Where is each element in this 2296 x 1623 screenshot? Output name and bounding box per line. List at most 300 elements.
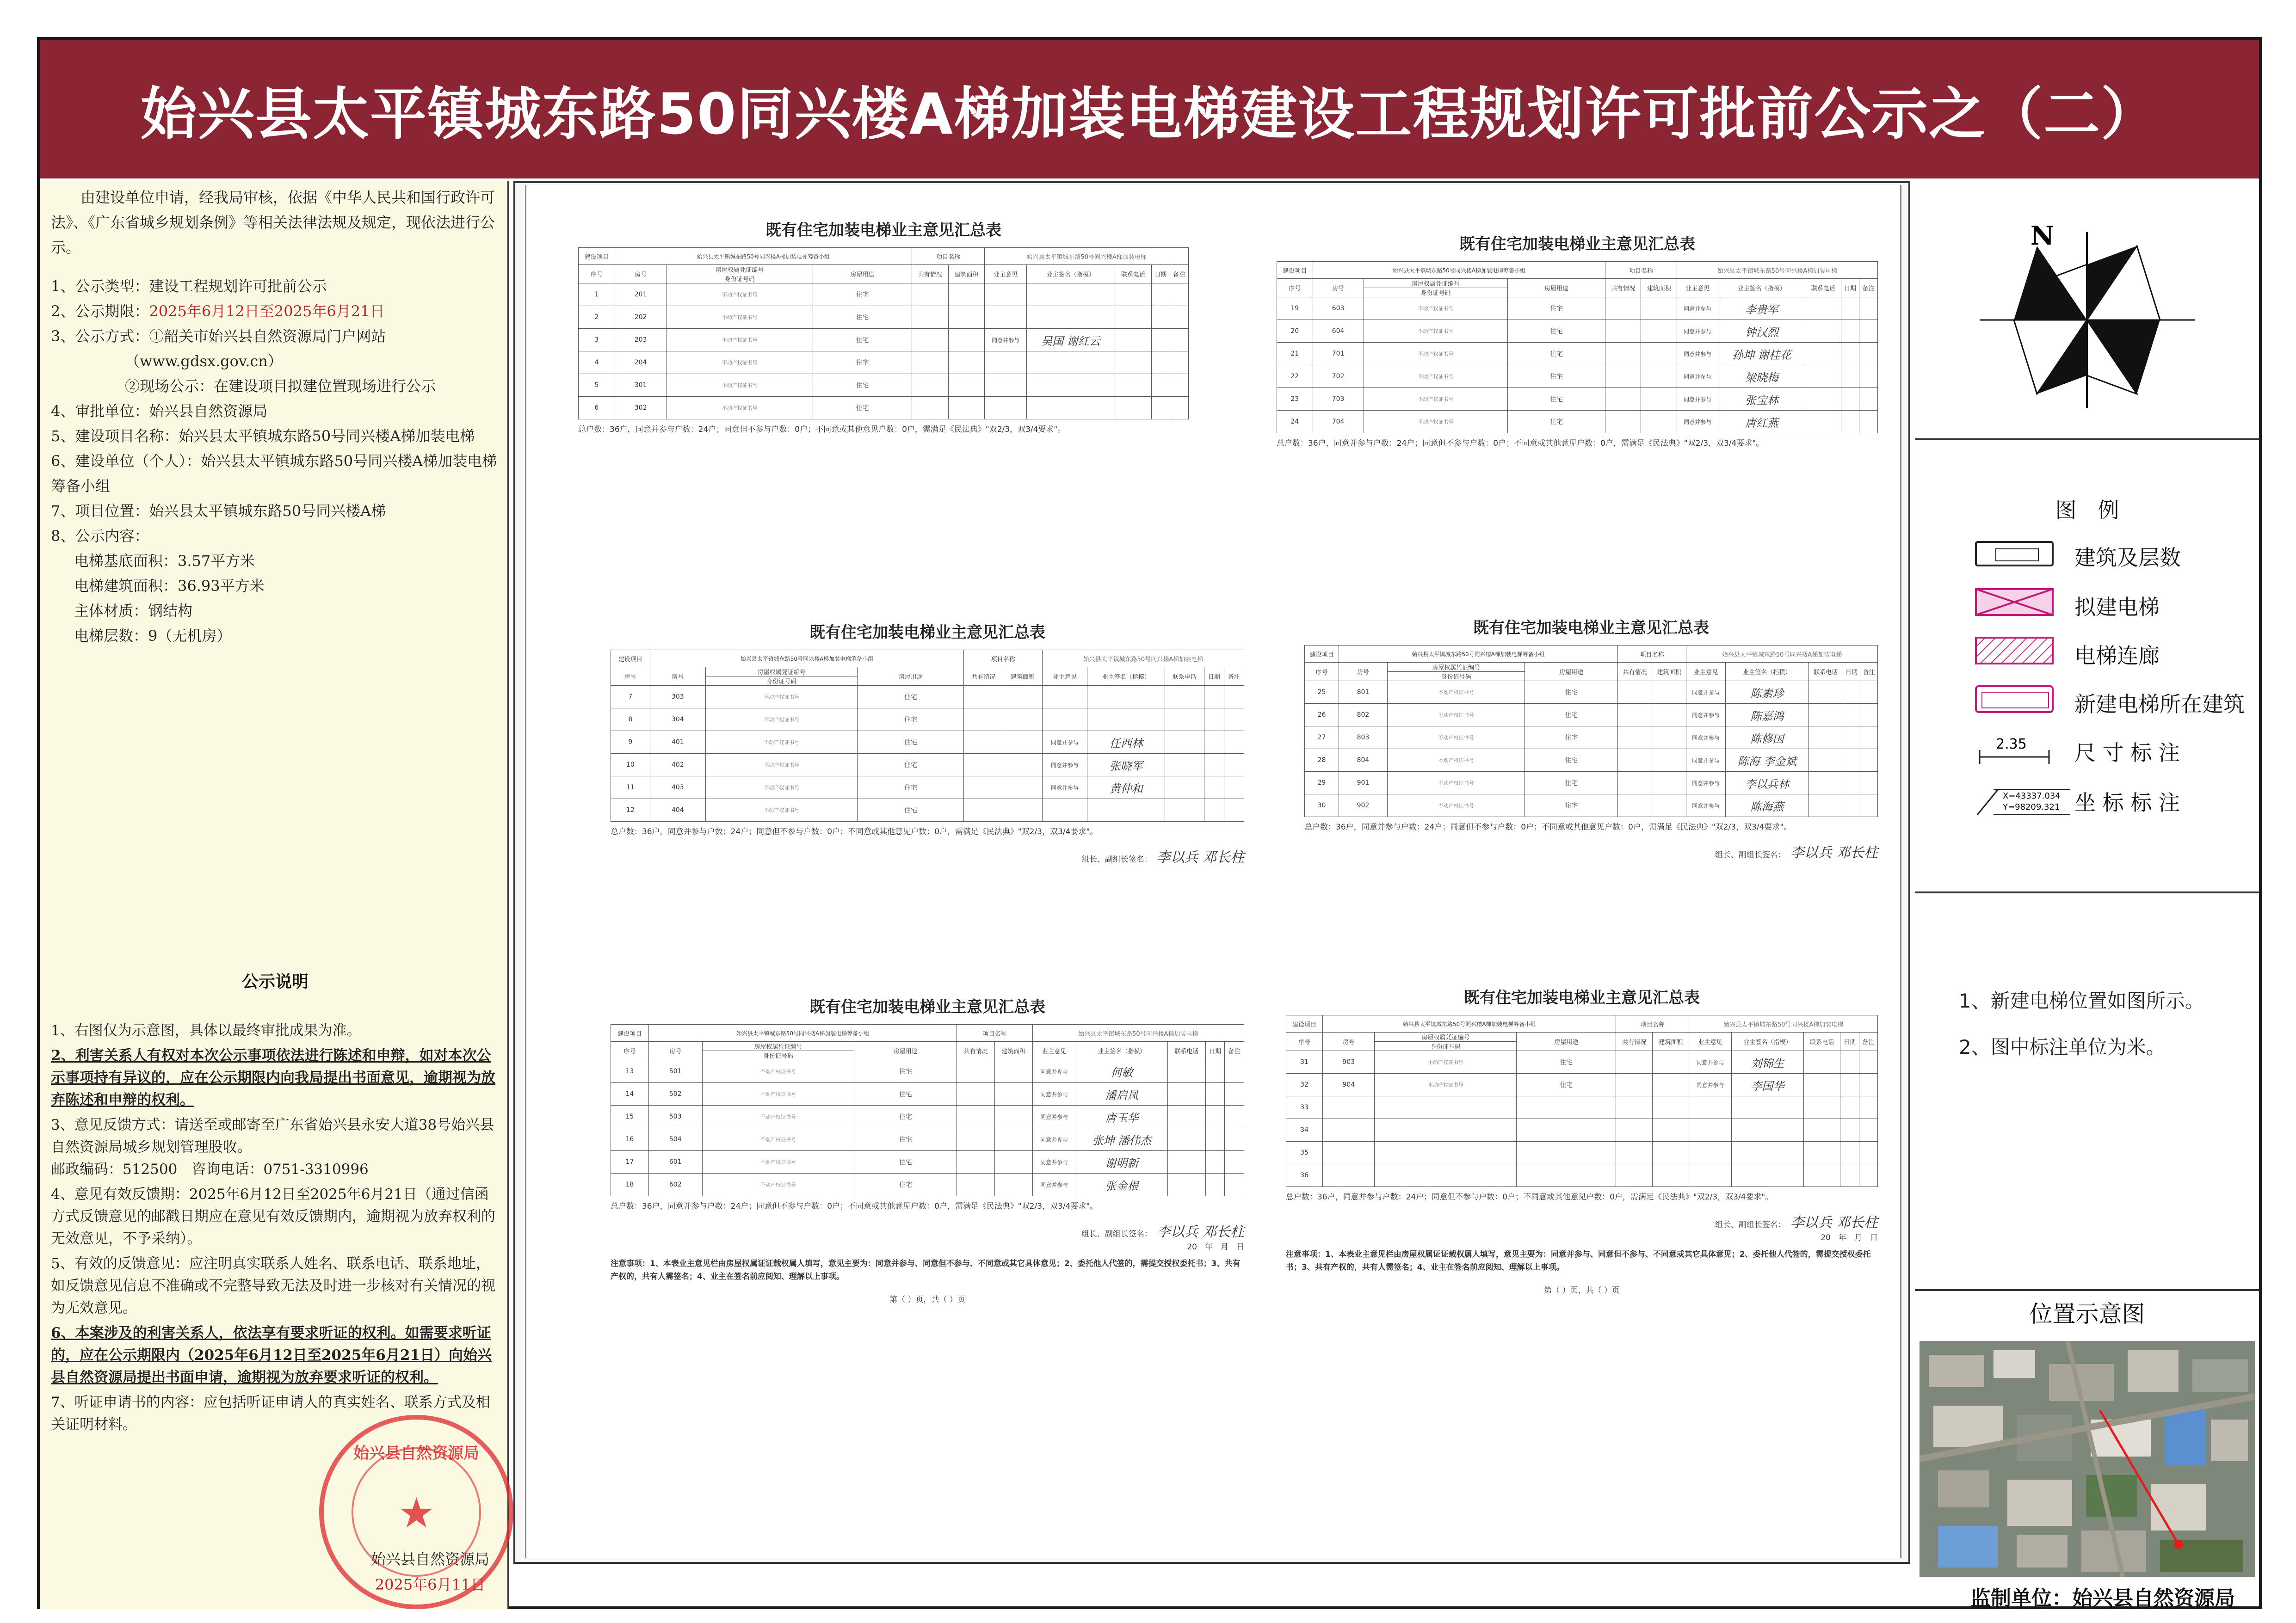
row-date	[1843, 681, 1860, 704]
row-room: 203	[615, 329, 667, 351]
row-cert: 不动产权证书号	[702, 1060, 854, 1083]
row-remark	[1170, 397, 1188, 419]
header-cell: 建筑面积	[1653, 1033, 1689, 1051]
legend-dimension-label: 尺 寸 标 注	[2074, 740, 2180, 765]
project-label-cell: 建设项目	[611, 650, 650, 667]
row-share	[1618, 772, 1652, 794]
project-name-cell: 始兴县太平镇城东路50号同兴楼A梯加装电梯	[1686, 646, 1878, 663]
row-area	[1641, 343, 1677, 365]
legend-title: 图 例	[2055, 498, 2119, 523]
row-remark	[1224, 776, 1244, 799]
row-phone	[1808, 704, 1843, 726]
row-area	[1003, 708, 1043, 731]
row-phone	[1115, 306, 1151, 329]
dimension-icon	[1975, 736, 2054, 764]
table-row	[579, 397, 1189, 419]
row-number: 27	[1305, 726, 1339, 749]
survey-sheet-5	[611, 994, 1244, 1306]
row-cert: 不动产权证书号	[702, 1128, 854, 1151]
row-use: 住宅	[854, 1151, 957, 1174]
table-row	[611, 708, 1244, 731]
row-room	[1323, 1119, 1375, 1142]
row-signature	[1731, 1142, 1804, 1164]
row-remark	[1170, 283, 1188, 306]
row-room: 501	[648, 1060, 702, 1083]
row-share	[912, 329, 948, 351]
row-room: 704	[1313, 411, 1364, 433]
row-room: 202	[615, 306, 667, 329]
row-area	[948, 306, 985, 329]
header-cell: 房屋权属凭证编号 身份证号码	[1387, 663, 1524, 681]
header-cell: 备注	[1225, 1042, 1244, 1060]
row-cert: 不动产权证书号	[705, 708, 858, 731]
row-date	[1841, 388, 1859, 411]
row-share	[912, 306, 948, 329]
header-cell: 业主意见	[1042, 667, 1087, 686]
header-cell: 业主签名（指模）	[1726, 663, 1808, 681]
row-signature: 何敏	[1076, 1060, 1167, 1083]
row-use: 住宅	[1508, 297, 1605, 320]
row-opinion	[1042, 708, 1087, 731]
row-opinion	[985, 397, 1027, 419]
sheet-date: 20 年 月 日	[1187, 1242, 1244, 1252]
row-opinion: 同意并参与	[1032, 1174, 1076, 1196]
header-cell: 建筑面积	[1641, 279, 1677, 297]
notes-heading: 公示说明	[241, 972, 309, 991]
survey-table	[611, 650, 1244, 822]
header-cell: 业主签名（指模）	[1076, 1042, 1167, 1060]
row-date	[1841, 411, 1859, 433]
row-opinion	[1689, 1119, 1731, 1142]
table-row	[611, 731, 1244, 754]
table-row	[1277, 365, 1878, 388]
header-cell: 业主意见	[1677, 279, 1718, 297]
row-room: 804	[1339, 749, 1387, 772]
survey-sheet-2	[1277, 231, 1878, 450]
table-row	[611, 1106, 1244, 1128]
header-cell: 序号	[1286, 1033, 1323, 1051]
sheet-summary: 总户数：36户，同意并参与户数：24户；同意但不参与户数：0户；不同意或其他意见户数：0户，需满足《民法典》"双2/3，双3/4要求"。	[611, 1202, 1098, 1211]
table-row	[1305, 772, 1878, 794]
row-remark	[1225, 1151, 1244, 1174]
header-cell: 房号	[1323, 1033, 1375, 1051]
row-area	[1003, 754, 1043, 776]
row-use: 住宅	[813, 397, 912, 419]
sheet-page-number: 第（ ）页，共（ ）页	[1544, 1286, 1620, 1295]
row-share	[1616, 1074, 1653, 1096]
row-area	[1003, 686, 1043, 708]
row-number: 8	[611, 708, 650, 731]
row-date	[1843, 794, 1860, 817]
row-area	[1652, 726, 1686, 749]
row-number: 32	[1286, 1074, 1323, 1096]
row-number: 17	[611, 1151, 649, 1174]
info-item-project: 5、建设项目名称：始兴县太平镇城东路50号同兴楼A梯加装电梯	[51, 427, 475, 445]
project-unit-cell: 始兴县太平镇城东路50号同兴楼A梯加装电梯筹备小组	[615, 248, 912, 265]
leader-sign-line: 组长、副组长签名： 李以兵 邓长柱	[1715, 845, 1878, 861]
survey-table	[611, 1024, 1244, 1196]
row-cert: 不动产权证书号	[1364, 320, 1508, 343]
header-cell: 房号	[1339, 663, 1387, 681]
row-number: 16	[611, 1128, 649, 1151]
row-area	[1641, 411, 1677, 433]
row-area	[948, 283, 985, 306]
row-opinion: 同意并参与	[1042, 731, 1087, 754]
row-date	[1151, 306, 1170, 329]
row-use	[1517, 1119, 1616, 1142]
row-phone	[1165, 708, 1204, 731]
header-cell: 房号	[1313, 279, 1364, 297]
header-cell: 业主意见	[1689, 1033, 1731, 1051]
row-cert	[1375, 1119, 1517, 1142]
row-date	[1840, 1096, 1859, 1119]
legend-corridor-label: 电梯连廊	[2074, 643, 2160, 668]
row-cert: 不动产权证书号	[702, 1083, 854, 1106]
header-cell: 序号	[611, 1042, 649, 1060]
row-opinion: 同意并参与	[1686, 681, 1726, 704]
legend-new-building-label: 新建电梯所在建筑	[2074, 692, 2245, 717]
coordinate-sample-y: Y=98209.321	[2003, 802, 2060, 812]
row-room: 301	[615, 374, 667, 397]
row-share	[912, 374, 948, 397]
row-phone	[1808, 772, 1843, 794]
table-row	[1277, 297, 1878, 320]
header-cell: 日期	[1843, 663, 1860, 681]
row-use: 住宅	[813, 329, 912, 351]
north-arrow-box	[1915, 181, 2259, 440]
note-1: 1、右图仅为示意图，具体以最终审批成果为准。	[51, 1022, 361, 1039]
sheet-title: 既有住宅加装电梯业主意见汇总表	[809, 998, 1045, 1016]
row-area	[994, 1174, 1032, 1196]
row-remark	[1859, 1074, 1877, 1096]
row-room: 801	[1339, 681, 1387, 704]
coordinate-sample-x: X=43337.034	[2003, 791, 2061, 801]
row-number: 5	[579, 374, 615, 397]
row-share	[1616, 1164, 1653, 1187]
row-room: 302	[615, 397, 667, 419]
row-use: 住宅	[854, 1060, 957, 1083]
row-number: 11	[611, 776, 650, 799]
header-cell: 序号	[579, 265, 615, 283]
project-label-cell: 建设项目	[1286, 1015, 1323, 1033]
row-signature: 陈素珍	[1726, 681, 1808, 704]
row-signature: 唐玉华	[1076, 1106, 1167, 1128]
row-cert: 不动产权证书号	[705, 731, 858, 754]
row-phone	[1805, 411, 1841, 433]
info-item-content: 8、公示内容：	[51, 527, 149, 545]
row-date	[1205, 1174, 1225, 1196]
intro-text: 由建设单位申请，经我局审核，依据《中华人民共和国行政许可法》、《广东省城乡规划条例》等相关法律法规及规定，现依法进行公示。	[51, 189, 495, 256]
row-share	[1605, 365, 1641, 388]
row-phone	[1167, 1060, 1205, 1083]
note-3: 3、意见反馈方式：请送至或邮寄至广东省始兴县永安大道38号始兴县自然资源局城乡规划管理股收。	[51, 1117, 494, 1156]
header-cell: 备注	[1859, 279, 1878, 297]
row-cert: 不动产权证书号	[702, 1151, 854, 1174]
row-signature: 吴国 谢红云	[1026, 329, 1115, 351]
row-date	[1151, 283, 1170, 306]
row-opinion: 同意并参与	[1677, 411, 1718, 433]
row-number: 14	[611, 1083, 649, 1106]
row-opinion: 同意并参与	[1686, 772, 1726, 794]
row-area	[1653, 1164, 1689, 1187]
row-cert: 不动产权证书号	[1387, 794, 1524, 817]
row-cert: 不动产权证书号	[1375, 1074, 1517, 1096]
header-cell: 联系电话	[1804, 1033, 1840, 1051]
row-room: 402	[650, 754, 705, 776]
row-remark	[1225, 1174, 1244, 1196]
row-room: 201	[615, 283, 667, 306]
row-opinion: 同意并参与	[1032, 1060, 1076, 1083]
sheet-footer-note: 注意事项：1、本表业主意见栏由房屋权属证证载权属人填写，意见主要为：同意并参与、同意但不参与、不同意或其它具体意见；2、委托他人代签的，需提交授权委托书；3、共有产权的，共有人需签名；4、业主在签名前应阅知、理解以上事项。	[1286, 1250, 1871, 1272]
title-banner	[40, 40, 2259, 178]
header-cell: 业主意见	[985, 265, 1027, 283]
row-area	[948, 397, 985, 419]
row-use	[1517, 1096, 1616, 1119]
row-number: 24	[1277, 411, 1313, 433]
header-cell: 房屋权属凭证编号 身份证号码	[705, 667, 858, 686]
row-signature: 孙坤 谢桂花	[1718, 343, 1805, 365]
survey-table	[1277, 261, 1878, 433]
row-share	[964, 754, 1003, 776]
row-remark	[1859, 1164, 1877, 1187]
row-use: 住宅	[813, 283, 912, 306]
row-signature: 黄仲和	[1087, 776, 1165, 799]
row-cert: 不动产权证书号	[667, 329, 813, 351]
info-list	[51, 274, 500, 648]
row-opinion	[1689, 1164, 1731, 1187]
row-use: 住宅	[1508, 320, 1605, 343]
header-cell: 房屋权属凭证编号 身份证号码	[1364, 279, 1508, 297]
location-heading: 位置示意图	[2029, 1301, 2145, 1328]
info-item-location: 7、项目位置：始兴县太平镇城东路50号同兴楼A梯	[51, 502, 386, 520]
row-opinion	[1689, 1096, 1731, 1119]
row-phone	[1805, 388, 1841, 411]
row-signature	[1026, 306, 1115, 329]
row-room: 304	[650, 708, 705, 731]
row-opinion: 同意并参与	[1686, 726, 1726, 749]
info-item-type: 1、公示类型：建设工程规划许可批前公示	[51, 277, 327, 295]
row-date	[1841, 320, 1859, 343]
row-use: 住宅	[854, 1106, 957, 1128]
row-remark	[1170, 374, 1188, 397]
row-remark	[1860, 794, 1878, 817]
row-share	[912, 397, 948, 419]
sign-date: 2025年6月11日	[375, 1576, 486, 1593]
row-number: 34	[1286, 1119, 1323, 1142]
survey-sheet-6	[1286, 985, 1878, 1297]
header-cell: 业主意见	[1032, 1042, 1076, 1060]
row-opinion	[985, 374, 1027, 397]
row-area	[994, 1083, 1032, 1106]
row-date	[1205, 1151, 1225, 1174]
item-name-label-cell: 项目名称	[1605, 262, 1677, 279]
table-row	[611, 686, 1244, 708]
sheet-title: 既有住宅加装电梯业主意见汇总表	[1473, 619, 1709, 637]
row-use: 住宅	[1525, 726, 1618, 749]
project-unit-cell: 始兴县太平镇城东路50号同兴楼A梯加装电梯筹备小组	[1323, 1015, 1616, 1033]
row-area	[1652, 681, 1686, 704]
table-row	[1277, 343, 1878, 365]
row-signature: 张金根	[1076, 1174, 1167, 1196]
row-area	[948, 329, 985, 351]
row-phone	[1808, 681, 1843, 704]
row-number: 3	[579, 329, 615, 351]
row-share	[964, 731, 1003, 754]
coordinate-icon	[1975, 785, 2072, 817]
row-signature: 张坤 潘伟杰	[1076, 1128, 1167, 1151]
row-opinion: 同意并参与	[985, 329, 1027, 351]
row-phone	[1165, 686, 1204, 708]
row-signature: 李国华	[1731, 1074, 1804, 1096]
row-remark	[1224, 708, 1244, 731]
info-item-period: 2、公示期限：2025年6月12日至2025年6月21日	[51, 302, 385, 320]
row-share	[1616, 1096, 1653, 1119]
row-opinion: 同意并参与	[1689, 1074, 1731, 1096]
row-cert	[1375, 1096, 1517, 1119]
row-remark	[1859, 1051, 1877, 1074]
row-date	[1843, 772, 1860, 794]
row-number: 19	[1277, 297, 1313, 320]
header-cell: 建筑面积	[948, 265, 985, 283]
row-use: 住宅	[858, 731, 964, 754]
row-use: 住宅	[1508, 365, 1605, 388]
table-row	[1305, 704, 1878, 726]
row-room: 603	[1313, 297, 1364, 320]
row-room	[1323, 1096, 1375, 1119]
row-cert: 不动产权证书号	[1387, 726, 1524, 749]
header-cell: 共有情况	[1605, 279, 1641, 297]
row-date	[1840, 1164, 1859, 1187]
row-remark	[1224, 731, 1244, 754]
project-name-cell: 始兴县太平镇城东路50号同兴楼A梯加装电梯	[1677, 262, 1878, 279]
row-date	[1151, 374, 1170, 397]
header-cell: 房屋用途	[858, 667, 964, 686]
building-icon	[1975, 541, 2054, 566]
item-name-label-cell: 项目名称	[912, 248, 984, 265]
row-share	[912, 283, 948, 306]
proposed-elevator-icon	[1975, 588, 2054, 616]
project-label-cell: 建设项目	[1277, 262, 1313, 279]
row-room: 504	[648, 1128, 702, 1151]
row-cert: 不动产权证书号	[667, 397, 813, 419]
row-area	[994, 1060, 1032, 1083]
row-area	[948, 374, 985, 397]
row-use: 住宅	[858, 799, 964, 822]
sheet-summary: 总户数：36户，同意并参与户数：24户；同意但不参与户数：0户；不同意或其他意见户数：0户，需满足《民法典》"双2/3，双3/4要求"。	[578, 425, 1066, 434]
row-phone	[1804, 1142, 1840, 1164]
project-name-cell: 始兴县太平镇城东路50号同兴楼A梯加装电梯	[1032, 1025, 1244, 1042]
supervisor-unit: 监制单位：始兴县自然资源局	[1970, 1586, 2235, 1610]
row-opinion: 同意并参与	[1677, 343, 1718, 365]
table-row	[579, 283, 1189, 306]
row-use: 住宅	[813, 306, 912, 329]
row-opinion: 同意并参与	[1042, 776, 1087, 799]
row-use: 住宅	[1525, 772, 1618, 794]
header-cell: 日期	[1205, 1042, 1225, 1060]
row-remark	[1224, 754, 1244, 776]
sheet-title: 既有住宅加装电梯业主意见汇总表	[1464, 989, 1700, 1007]
header-cell: 业主意见	[1686, 663, 1726, 681]
project-unit-cell: 始兴县太平镇城东路50号同兴楼A梯加装电梯筹备小组	[1313, 262, 1605, 279]
row-room: 904	[1323, 1074, 1375, 1096]
table-row	[1286, 1119, 1878, 1142]
table-row	[1305, 726, 1878, 749]
row-date	[1151, 397, 1170, 419]
row-date	[1204, 754, 1224, 776]
row-area	[1641, 365, 1677, 388]
row-opinion	[1689, 1142, 1731, 1164]
row-remark	[1859, 297, 1878, 320]
row-opinion: 同意并参与	[1032, 1106, 1076, 1128]
row-opinion: 同意并参与	[1032, 1151, 1076, 1174]
table-row	[611, 776, 1244, 799]
row-signature	[1087, 686, 1165, 708]
north-label: N	[2031, 221, 2055, 251]
row-phone	[1167, 1106, 1205, 1128]
row-number: 26	[1305, 704, 1339, 726]
sheet-title: 既有住宅加装电梯业主意见汇总表	[765, 221, 1001, 240]
row-cert	[1375, 1164, 1517, 1187]
row-opinion: 同意并参与	[1686, 794, 1726, 817]
row-share	[1605, 343, 1641, 365]
row-area	[1641, 388, 1677, 411]
header-cell: 建筑面积	[994, 1042, 1032, 1060]
row-number: 28	[1305, 749, 1339, 772]
row-date	[1840, 1119, 1859, 1142]
row-use: 住宅	[854, 1128, 957, 1151]
row-date	[1204, 708, 1224, 731]
row-cert: 不动产权证书号	[702, 1106, 854, 1128]
row-phone	[1115, 351, 1151, 374]
table-row	[611, 1083, 1244, 1106]
row-share	[964, 686, 1003, 708]
row-remark	[1225, 1106, 1244, 1128]
row-opinion: 同意并参与	[1677, 365, 1718, 388]
row-room: 401	[650, 731, 705, 754]
row-phone	[1165, 754, 1204, 776]
row-date	[1840, 1051, 1859, 1074]
header-cell: 备注	[1860, 663, 1878, 681]
header-cell: 备注	[1859, 1033, 1877, 1051]
row-remark	[1224, 686, 1244, 708]
row-signature	[1026, 283, 1115, 306]
header-cell: 日期	[1840, 1033, 1859, 1051]
row-remark	[1860, 704, 1878, 726]
row-signature	[1731, 1096, 1804, 1119]
row-room: 502	[648, 1083, 702, 1106]
row-phone	[1167, 1083, 1205, 1106]
row-opinion	[1042, 799, 1087, 822]
row-share	[1616, 1142, 1653, 1164]
row-use: 住宅	[1525, 794, 1618, 817]
row-opinion	[1042, 686, 1087, 708]
row-signature: 唐红燕	[1718, 411, 1805, 433]
row-room: 703	[1313, 388, 1364, 411]
row-room: 503	[648, 1106, 702, 1128]
row-phone	[1115, 374, 1151, 397]
header-cell: 共有情况	[957, 1042, 995, 1060]
row-area	[1652, 749, 1686, 772]
row-signature: 陈海燕	[1726, 794, 1808, 817]
note-2: 2、利害关系人有权对本次公示事项依法进行陈述和申辩，如对本次公示事项持有异议的，应在公示期限内向我局提出书面意见，逾期视为放弃陈述和申辩的权利。	[51, 1047, 495, 1108]
header-cell: 备注	[1224, 667, 1244, 686]
project-label-cell: 建设项目	[1305, 646, 1339, 663]
survey-sheet-1	[578, 217, 1189, 436]
row-cert: 不动产权证书号	[667, 283, 813, 306]
header-cell: 日期	[1841, 279, 1859, 297]
row-phone	[1805, 297, 1841, 320]
table-row	[611, 1174, 1244, 1196]
